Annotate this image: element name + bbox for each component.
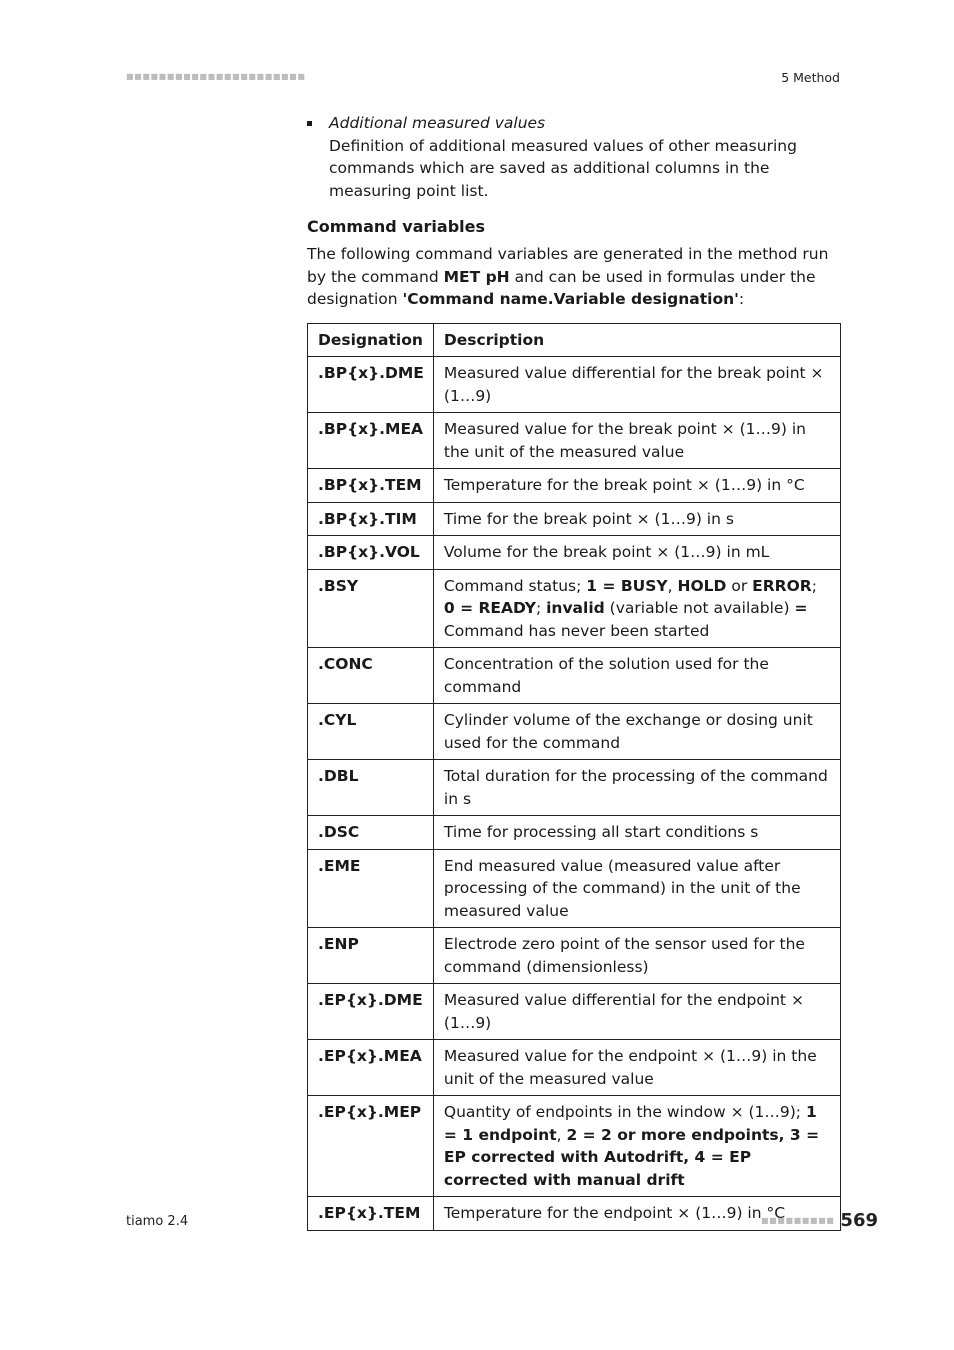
page-number: 569 <box>840 1210 878 1231</box>
description-segment: ; <box>811 576 817 595</box>
description-segment: End measured value (measured value after processing of the command) in the unit of the measured value <box>443 856 801 920</box>
description-segment: , <box>556 1125 567 1144</box>
description-segment: ; <box>535 599 547 617</box>
description-cell <box>433 413 840 469</box>
designation-cell: .BSY <box>308 569 434 648</box>
designation-cell: .BP{x}.TEM <box>308 469 434 503</box>
bullet-item <box>307 112 841 202</box>
designation-cell: .EP{x}.MEA <box>308 1040 434 1096</box>
description-segment: or <box>726 576 753 595</box>
description-cell <box>433 849 840 928</box>
table-row <box>308 984 841 1040</box>
description-cell <box>433 928 840 984</box>
table-row <box>308 1096 841 1197</box>
page-footer <box>761 1210 878 1231</box>
designation-cell: .DSC <box>308 816 434 850</box>
table-row <box>308 704 841 760</box>
description-segment: Measured value for the break point × (1…9) in the unit of the measured value <box>443 420 806 461</box>
designation-cell: .DBL <box>308 760 434 816</box>
description-cell <box>433 1096 840 1197</box>
header-decoration: ■■■■■■■■■■■■■■■■■■■■■■ <box>126 72 306 81</box>
designation-cell: .EP{x}.DME <box>308 984 434 1040</box>
description-segment: = <box>794 599 808 617</box>
designation-cell: .BP{x}.TIM <box>308 502 434 536</box>
bullet-text: Definition of additional measured values of other measuring commands which are saved as additional columns in the measuring point list. <box>329 136 797 200</box>
bullet-square-icon <box>307 121 312 126</box>
designation-cell: .BP{x}.MEA <box>308 413 434 469</box>
description-cell <box>433 502 840 536</box>
designation-cell: .EP{x}.MEP <box>308 1096 434 1197</box>
description-segment: Time for processing all start conditions s <box>443 823 759 841</box>
description-segment: Temperature for the endpoint × (1…9) in °C <box>443 1204 786 1222</box>
table-header-row <box>308 323 841 357</box>
description-segment: Measured value differential for the endpoint × (1…9) <box>443 991 804 1032</box>
description-segment: Volume for the break point × (1…9) in mL <box>443 543 770 561</box>
column-header-designation: Designation <box>308 323 434 357</box>
table-row <box>308 413 841 469</box>
description-segment: 1 = BUSY <box>586 576 668 595</box>
description-segment: Total duration for the processing of the command in s <box>443 767 828 808</box>
column-header-description: Description <box>433 323 840 357</box>
main-content <box>307 112 841 1231</box>
description-segment: 1 = 1 endpoint <box>443 1103 817 1144</box>
designation-cell: .CYL <box>308 704 434 760</box>
description-cell <box>433 704 840 760</box>
description-segment: , <box>667 576 678 595</box>
command-variables-table <box>307 323 841 1231</box>
bullet-title: Additional measured values <box>329 114 546 132</box>
description-segment: 2 = 2 or more endpoints, 3 = EP corrected with Autodrift, 4 = EP corrected with manual drift <box>443 1125 820 1189</box>
chapter-label: 5 Method <box>781 70 840 85</box>
intro-text-2: and can be used in formulas under the designation <box>307 267 816 308</box>
description-segment: Concentration of the solution used for the command <box>443 655 769 696</box>
table-row <box>308 816 841 850</box>
intro-text-1: The following command variables are generated in the method run by the command <box>307 245 829 286</box>
description-cell <box>433 536 840 570</box>
table-row <box>308 502 841 536</box>
description-segment: Command has never been started <box>443 621 710 640</box>
table-row <box>308 357 841 413</box>
description-segment: HOLD <box>677 576 727 595</box>
description-segment: Temperature for the break point × (1…9) in °C <box>443 476 805 494</box>
table-row <box>308 1040 841 1096</box>
section-heading: Command variables <box>307 217 485 236</box>
designation-cell: .CONC <box>308 648 434 704</box>
designation-cell: .BP{x}.DME <box>308 357 434 413</box>
designation-cell: .EP{x}.TEM <box>308 1197 434 1231</box>
description-segment: 0 = READY <box>443 599 536 617</box>
description-cell <box>433 1040 840 1096</box>
description-cell <box>433 357 840 413</box>
product-name: tiamo 2.4 <box>126 1214 189 1229</box>
table-row <box>308 469 841 503</box>
description-cell <box>433 816 840 850</box>
description-segment: Quantity of endpoints in the window × (1…9); <box>443 1103 806 1121</box>
description-segment: invalid <box>546 599 605 617</box>
description-segment: Time for the break point × (1…9) in s <box>443 509 734 528</box>
description-segment: Command status; <box>443 576 587 595</box>
description-segment: Measured value for the endpoint × (1…9) in the unit of the measured value <box>443 1047 817 1088</box>
table-row <box>308 536 841 570</box>
table-row <box>308 569 841 648</box>
designation-cell: .ENP <box>308 928 434 984</box>
intro-text-3: : <box>738 290 745 308</box>
intro-paragraph <box>307 243 841 311</box>
designation-cell: .BP{x}.VOL <box>308 536 434 570</box>
description-cell <box>433 760 840 816</box>
footer-decoration: ■■■■■■■■■ <box>760 1216 835 1225</box>
table-row <box>308 760 841 816</box>
description-segment: Electrode zero point of the sensor used for the command (dimensionless) <box>443 935 805 976</box>
description-cell <box>433 569 840 648</box>
description-segment: Cylinder volume of the exchange or dosing unit used for the command <box>443 711 813 752</box>
intro-command: MET pH <box>443 267 510 286</box>
description-cell <box>433 984 840 1040</box>
description-segment: (variable not available) <box>604 599 795 617</box>
description-cell <box>433 469 840 503</box>
table-row <box>308 928 841 984</box>
designation-cell: .EME <box>308 849 434 928</box>
description-segment: ERROR <box>752 576 812 595</box>
table-row <box>308 849 841 928</box>
description-segment: Measured value differential for the break point × (1…9) <box>443 364 824 405</box>
intro-designation: 'Command name.Variable designation' <box>402 290 739 308</box>
table-row <box>308 648 841 704</box>
table-body <box>308 357 841 1231</box>
description-cell <box>433 648 840 704</box>
